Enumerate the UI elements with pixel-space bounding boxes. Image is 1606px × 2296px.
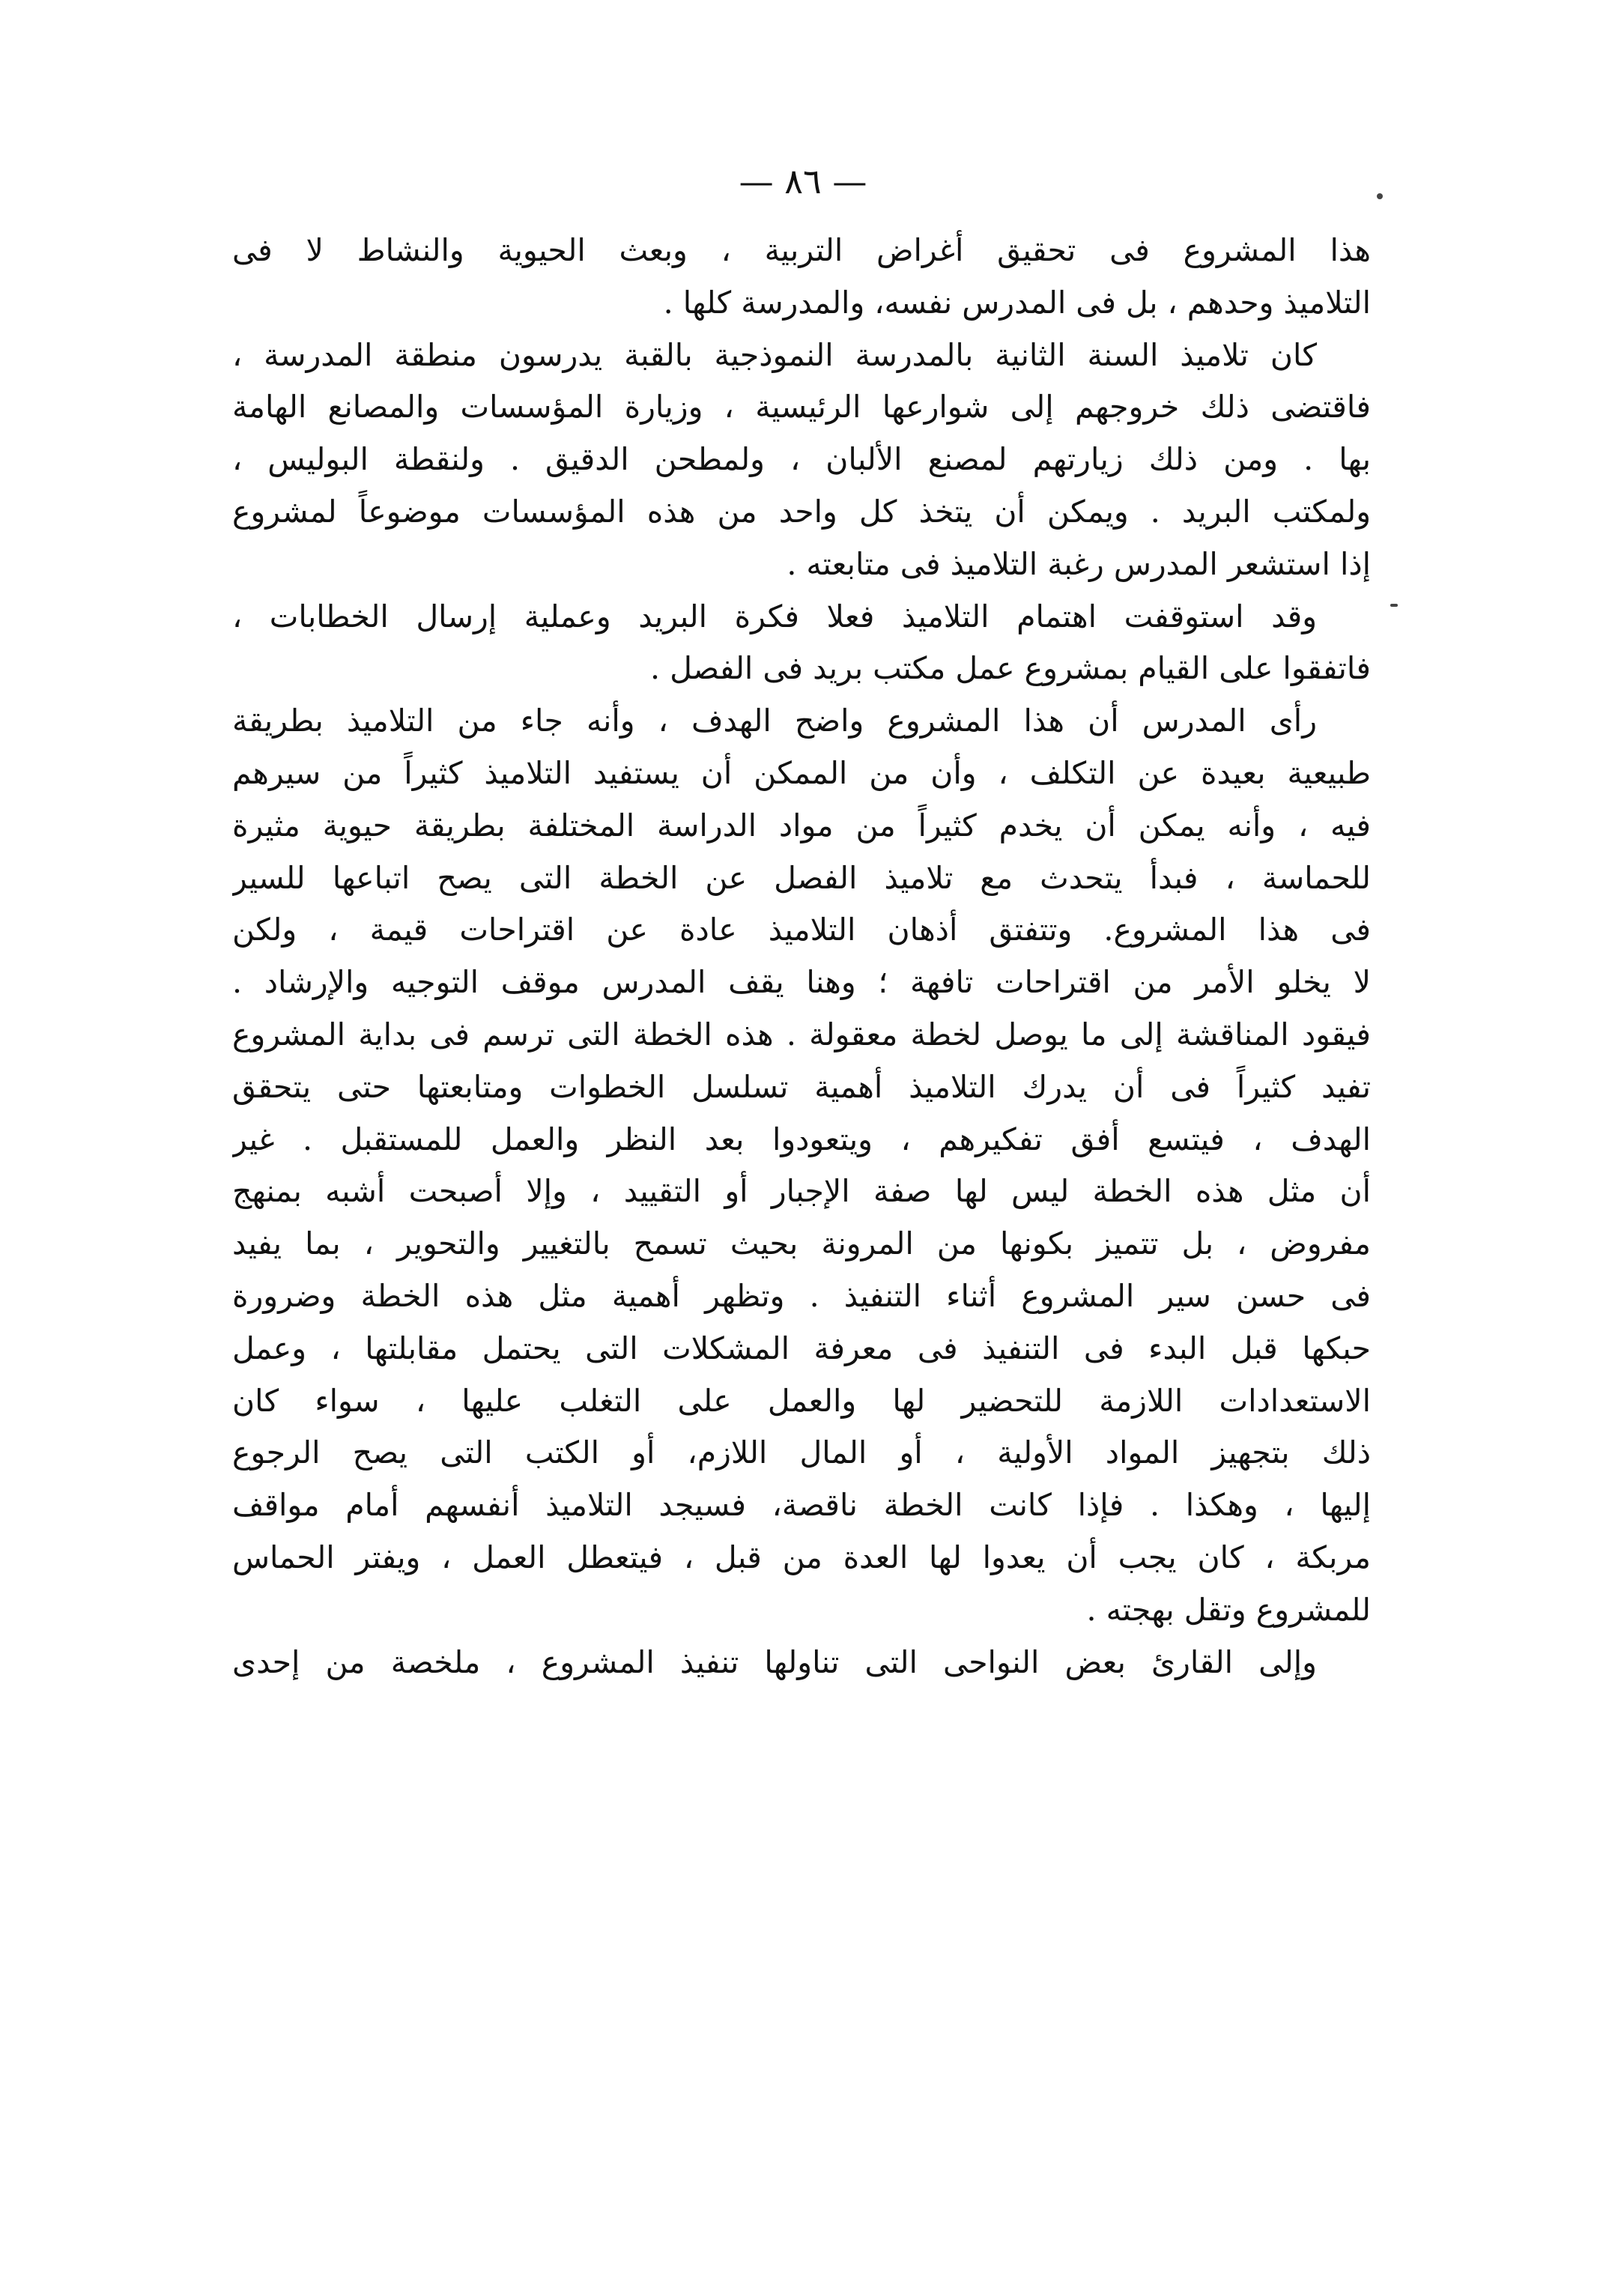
text-line: فاقتضى ذلك خروجهم إلى شوارعها الرئيسية ، وزيارة المؤسسات والمصانع الهامة — [232, 389, 1371, 425]
text-line: للحماسة ، فبدأ يتحدث مع تلاميذ الفصل عن الخطة التى يصح اتباعها للسير — [232, 859, 1371, 896]
text-line: الهدف ، فيتسع أفق تفكيرهم ، ويتعودوا بعد النظر والعمل للمستقبل . غير — [232, 1121, 1371, 1157]
page-number: — ٨٦ — — [739, 161, 867, 202]
text-line: تفيد كثيراً فى أن يدرك التلاميذ أهمية تسلسل الخطوات ومتابعتها حتى يتحقق — [232, 1068, 1371, 1105]
text-line: إذا استشعر المدرس رغبة التلاميذ فى متابعته . — [787, 545, 1371, 582]
text-line: ذلك بتجهيز المواد الأولية ، أو المال اللازم، أو الكتب التى يصح الرجوع — [232, 1435, 1371, 1471]
text-line: للمشروع وتقل بهجته . — [1086, 1591, 1371, 1628]
text-line: بها . ومن ذلك زيارتهم لمصنع الألبان ، ولمطحن الدقيق . ولنقطة البوليس ، — [232, 441, 1371, 478]
text-line: إليها ، وهكذا . فإذا كانت الخطة ناقصة، فسيجد التلاميذ أنفسهم أمام مواقف — [232, 1487, 1371, 1524]
text-line: رأى المدرس أن هذا المشروع واضح الهدف ، وأنه جاء من التلاميذ بطريقة — [232, 703, 1317, 739]
text-line: الاستعدادات اللازمة للتحضير لها والعمل على التغلب عليها ، سواء كان — [232, 1382, 1371, 1419]
text-line: وإلى القارئ بعض النواحى التى تناولها تنفيذ المشروع ، ملخصة من إحدى — [232, 1644, 1317, 1680]
text-line: لا يخلو الأمر من اقتراحات تافهة ؛ وهنا يقف المدرس موقف التوجيه والإرشاد . — [232, 964, 1371, 1001]
text-line: وقد استوقفت اهتمام التلاميذ فعلا فكرة البريد وعملية إرسال الخطابات ، — [232, 598, 1317, 634]
text-line: فى حسن سير المشروع أثناء التنفيذ . وتظهر أهمية مثل هذه الخطة وضرورة — [232, 1277, 1371, 1314]
text-line: كان تلاميذ السنة الثانية بالمدرسة النموذجية بالقبة يدرسون منطقة المدرسة ، — [232, 336, 1317, 373]
body-text — [232, 225, 1371, 1688]
text-line: أن مثل هذه الخطة ليس لها صفة الإجبار أو التقييد ، وإلا أصبحت أشبه بمنهج — [232, 1173, 1371, 1210]
text-line: حبكها قبل البدء فى التنفيذ فى معرفة المشكلات التى يحتمل مقابلتها ، وعمل — [232, 1330, 1371, 1366]
text-line: فيقود المناقشة إلى ما يوصل لخطة معقولة . هذه الخطة التى ترسم فى بداية المشروع — [232, 1016, 1371, 1052]
text-line: طبيعية بعيدة عن التكلف ، وأن من الممكن أن يستفيد التلاميذ كثيراً من سيرهم — [232, 754, 1371, 791]
text-line: التلاميذ وحدهم ، بل فى المدرس نفسه، والمدرسة كلها . — [663, 284, 1371, 321]
text-line: فيه ، وأنه يمكن أن يخدم كثيراً من مواد الدراسة المختلفة بطريقة حيوية مثيرة — [232, 807, 1371, 843]
text-line: مربكة ، كان يجب أن يعدوا لها العدة من قبل ، فيتعطل العمل ، ويفتر الحماس — [232, 1539, 1371, 1575]
margin-dot-mark — [1390, 604, 1398, 607]
text-line: فى هذا المشروع. وتتفتق أذهان التلاميذ عادة عن اقتراحات قيمة ، ولكن — [232, 912, 1371, 948]
text-line: فاتفقوا على القيام بمشروع عمل مكتب بريد فى الفصل . — [650, 650, 1371, 687]
text-line: هذا المشروع فى تحقيق أغراض التربية ، وبعث الحيوية والنشاط لا فى — [232, 232, 1371, 268]
text-line: مفروض ، بل تتميز بكونها من المرونة بحيث تسمح بالتغيير والتحوير ، بما يفيد — [232, 1226, 1371, 1262]
text-line: ولمكتب البريد . ويمكن أن يتخذ كل واحد من هذه المؤسسات موضوعاً لمشروع — [232, 493, 1371, 530]
